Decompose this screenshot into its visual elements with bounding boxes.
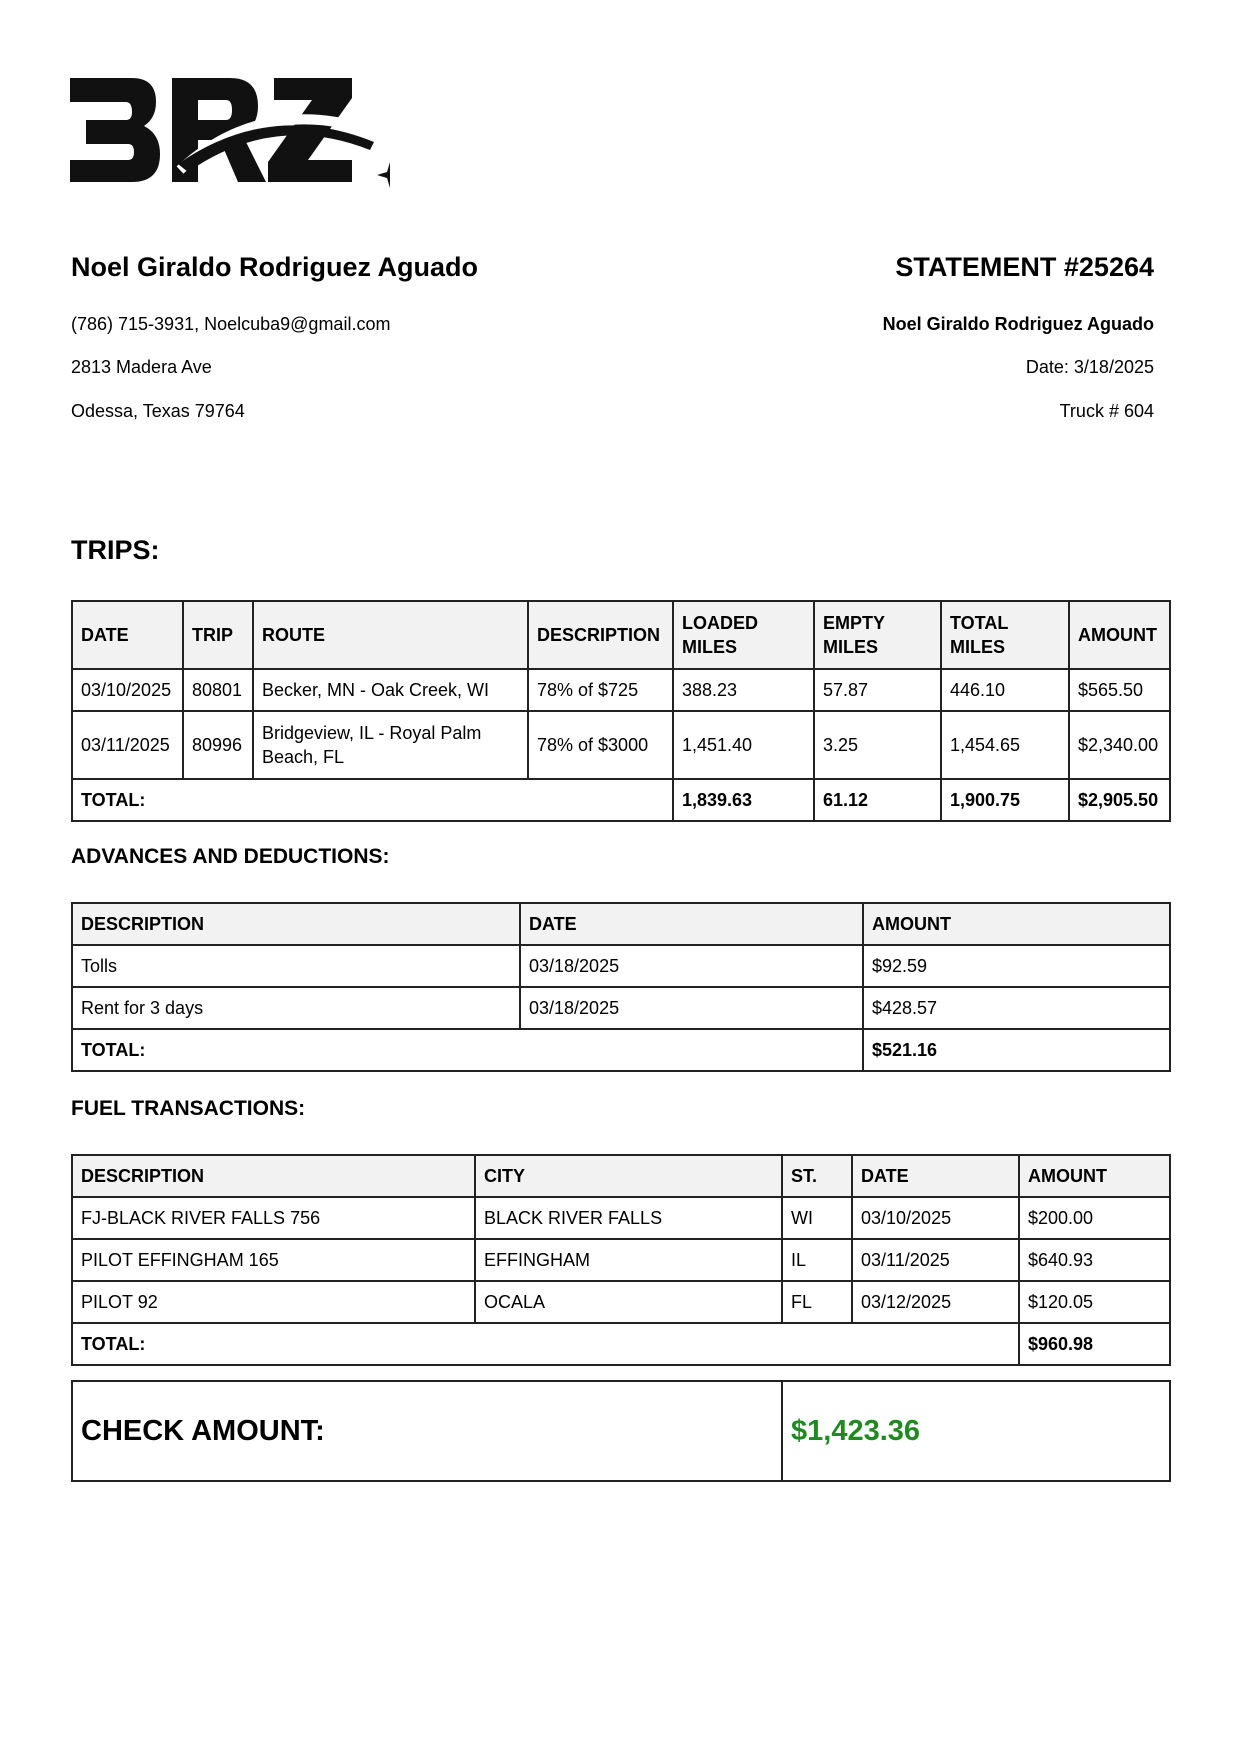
table-cell: IL <box>782 1239 852 1281</box>
table-cell: 388.23 <box>673 669 814 711</box>
table-row <box>72 945 1170 987</box>
total-miles: 1,900.75 <box>941 779 1069 821</box>
table-cell: FJ-BLACK RIVER FALLS 756 <box>72 1197 475 1239</box>
column-header: TOTAL MILES <box>941 601 1069 669</box>
column-header: DATE <box>520 903 863 945</box>
driver-name-heading: Noel Giraldo Rodriguez Aguado <box>71 252 479 282</box>
table-cell: 78% of $3000 <box>528 711 673 779</box>
statement-date: Date: 3/18/2025 <box>1025 357 1154 377</box>
company-logo <box>70 78 390 190</box>
table-row <box>72 669 1170 711</box>
table-cell: 03/12/2025 <box>852 1281 1019 1323</box>
table-total-row <box>72 1029 1170 1071</box>
deductions-heading: ADVANCES AND DEDUCTIONS: <box>71 845 390 868</box>
table-cell: Becker, MN - Oak Creek, WI <box>253 669 528 711</box>
column-header: DATE <box>852 1155 1019 1197</box>
column-header: DESCRIPTION <box>528 601 673 669</box>
table-cell: 03/11/2025 <box>852 1239 1019 1281</box>
table-cell: WI <box>782 1197 852 1239</box>
table-cell: $565.50 <box>1069 669 1170 711</box>
check-amount-box <box>71 1380 1171 1482</box>
table-cell: Bridgeview, IL - Royal Palm Beach, FL <box>253 711 528 779</box>
table-cell: 3.25 <box>814 711 941 779</box>
table-header-row <box>72 903 1170 945</box>
table-cell: 1,451.40 <box>673 711 814 779</box>
column-header: ROUTE <box>253 601 528 669</box>
table-cell: $92.59 <box>863 945 1170 987</box>
driver-contact: (786) 715-3931, Noelcuba9@gmail.com <box>71 314 391 334</box>
table-cell: 03/10/2025 <box>72 669 183 711</box>
column-header: EMPTY MILES <box>814 601 941 669</box>
table-cell: OCALA <box>475 1281 782 1323</box>
column-header: AMOUNT <box>1019 1155 1170 1197</box>
table-cell: EFFINGHAM <box>475 1239 782 1281</box>
table-cell: PILOT EFFINGHAM 165 <box>72 1239 475 1281</box>
deductions-table <box>71 902 1171 1072</box>
total-label: TOTAL: <box>72 1029 863 1071</box>
table-row <box>72 987 1170 1029</box>
column-header: DESCRIPTION <box>72 1155 475 1197</box>
table-cell: $200.00 <box>1019 1197 1170 1239</box>
table-row <box>72 1239 1170 1281</box>
column-header: LOADED MILES <box>673 601 814 669</box>
table-total-row <box>72 1323 1170 1365</box>
table-cell: Rent for 3 days <box>72 987 520 1029</box>
table-cell: $2,340.00 <box>1069 711 1170 779</box>
table-cell: 78% of $725 <box>528 669 673 711</box>
table-cell: 446.10 <box>941 669 1069 711</box>
driver-address-line1: 2813 Madera Ave <box>71 357 212 377</box>
driver-address-line2: Odessa, Texas 79764 <box>71 401 245 421</box>
table-cell: 03/18/2025 <box>520 987 863 1029</box>
check-amount-label: CHECK AMOUNT: <box>72 1381 782 1481</box>
table-cell: 03/18/2025 <box>520 945 863 987</box>
table-cell: 03/11/2025 <box>72 711 183 779</box>
trips-heading: TRIPS: <box>71 535 160 565</box>
truck-number: Truck # 604 <box>1059 401 1154 421</box>
table-cell: PILOT 92 <box>72 1281 475 1323</box>
table-total-row <box>72 779 1170 821</box>
column-header: DATE <box>72 601 183 669</box>
total-amount: $2,905.50 <box>1069 779 1170 821</box>
table-row <box>72 711 1170 779</box>
table-cell: $120.05 <box>1019 1281 1170 1323</box>
table-cell: Tolls <box>72 945 520 987</box>
column-header: AMOUNT <box>1069 601 1170 669</box>
recipient-name: Noel Giraldo Rodriguez Aguado <box>882 314 1154 334</box>
table-header-row <box>72 1155 1170 1197</box>
table-cell: $428.57 <box>863 987 1170 1029</box>
total-amount: $960.98 <box>1019 1323 1170 1365</box>
table-cell: 80996 <box>183 711 253 779</box>
total-amount: $521.16 <box>863 1029 1170 1071</box>
fuel-heading: FUEL TRANSACTIONS: <box>71 1097 306 1120</box>
table-cell: 80801 <box>183 669 253 711</box>
column-header: ST. <box>782 1155 852 1197</box>
table-cell: 03/10/2025 <box>852 1197 1019 1239</box>
column-header: AMOUNT <box>863 903 1170 945</box>
table-cell: BLACK RIVER FALLS <box>475 1197 782 1239</box>
statement-number-heading: STATEMENT #25264 <box>895 252 1154 282</box>
total-empty-miles: 61.12 <box>814 779 941 821</box>
total-label: TOTAL: <box>72 1323 1019 1365</box>
column-header: CITY <box>475 1155 782 1197</box>
table-row <box>72 1281 1170 1323</box>
column-header: TRIP <box>183 601 253 669</box>
table-cell: 57.87 <box>814 669 941 711</box>
trips-table <box>71 600 1171 822</box>
table-row <box>72 1197 1170 1239</box>
check-amount-value: $1,423.36 <box>782 1381 1170 1481</box>
fuel-table <box>71 1154 1171 1366</box>
table-header-row <box>72 601 1170 669</box>
table-cell: 1,454.65 <box>941 711 1069 779</box>
total-label: TOTAL: <box>72 779 673 821</box>
table-cell: $640.93 <box>1019 1239 1170 1281</box>
table-cell: FL <box>782 1281 852 1323</box>
column-header: DESCRIPTION <box>72 903 520 945</box>
total-loaded-miles: 1,839.63 <box>673 779 814 821</box>
